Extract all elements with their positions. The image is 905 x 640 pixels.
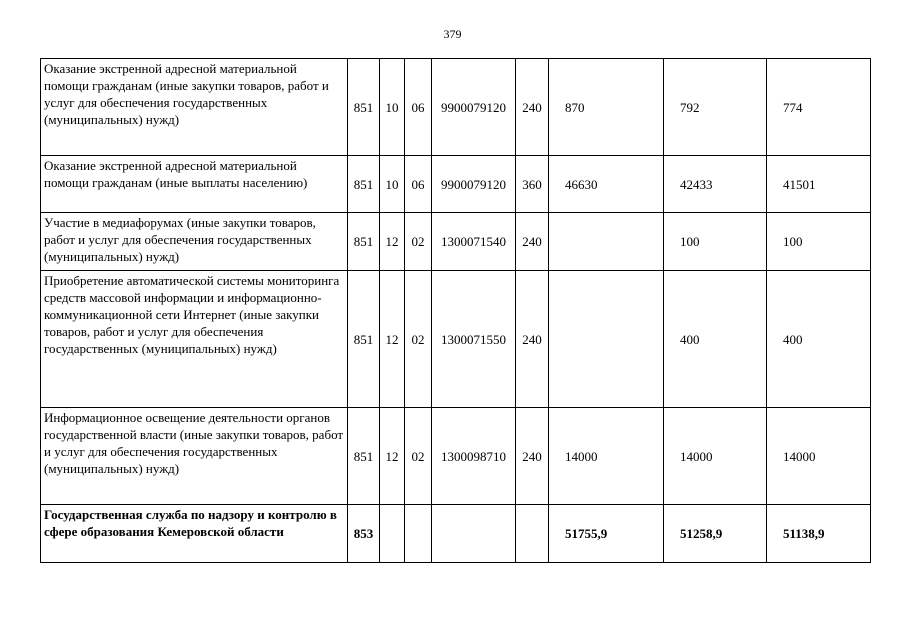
expense-type-code: 360 [516, 156, 549, 213]
grbs-code: 851 [348, 271, 380, 408]
subsection-code: 02 [405, 213, 432, 271]
page-number: 379 [443, 27, 462, 41]
expense-type-code: 240 [516, 213, 549, 271]
table-row [41, 213, 871, 271]
table-row [41, 271, 871, 408]
table-row-total [41, 505, 871, 563]
target-article-code: 1300071540 [432, 213, 516, 271]
sum-year-3: 51138,9 [767, 505, 871, 563]
subsection-code [405, 505, 432, 563]
expense-type-code [516, 505, 549, 563]
sum-year-1: 14000 [549, 408, 664, 505]
sum-year-3: 14000 [767, 408, 871, 505]
sum-year-1 [549, 213, 664, 271]
subsection-code: 02 [405, 271, 432, 408]
expense-type-code: 240 [516, 271, 549, 408]
grbs-code: 853 [348, 505, 380, 563]
target-article-code: 1300071550 [432, 271, 516, 408]
section-code: 12 [380, 271, 405, 408]
target-article-code [432, 505, 516, 563]
row-name: Информационное освещение деятельности органов государственной власти (иные закупки товаров, работ и услуг для обеспечения государственных (муниципальных) нужд) [41, 408, 348, 505]
sum-year-1: 870 [549, 59, 664, 156]
row-name: Оказание экстренной адресной материальной помощи гражданам (иные выплаты населению) [41, 156, 348, 213]
expense-type-code: 240 [516, 59, 549, 156]
sum-year-2: 792 [664, 59, 767, 156]
table-row [41, 156, 871, 213]
sum-year-2: 100 [664, 213, 767, 271]
sum-year-3: 41501 [767, 156, 871, 213]
row-name: Участие в медиафорумах (иные закупки товаров, работ и услуг для обеспечения государственных (муниципальных) нужд) [41, 213, 348, 271]
section-code: 12 [380, 408, 405, 505]
section-code: 10 [380, 156, 405, 213]
grbs-code: 851 [348, 59, 380, 156]
grbs-code: 851 [348, 213, 380, 271]
subsection-code: 06 [405, 156, 432, 213]
sum-year-2: 14000 [664, 408, 767, 505]
budget-table [40, 58, 871, 563]
sum-year-1: 46630 [549, 156, 664, 213]
subsection-code: 06 [405, 59, 432, 156]
row-name: Оказание экстренной адресной материальной помощи гражданам (иные закупки товаров, работ и услуг для обеспечения государственных (муниципальных) нужд) [41, 59, 348, 156]
table-row [41, 59, 871, 156]
subsection-code: 02 [405, 408, 432, 505]
row-name: Государственная служба по надзору и контролю в сфере образования Кемеровской области [41, 505, 348, 563]
sum-year-1: 51755,9 [549, 505, 664, 563]
sum-year-2: 42433 [664, 156, 767, 213]
sum-year-2: 400 [664, 271, 767, 408]
sum-year-3: 100 [767, 213, 871, 271]
sum-year-3: 774 [767, 59, 871, 156]
target-article-code: 9900079120 [432, 156, 516, 213]
row-name: Приобретение автоматической системы мониторинга средств массовой информации и информационно-коммуникационной сети Интернет (иные закупки товаров, работ и услуг для обеспечения государственных (муниципальных) нужд) [41, 271, 348, 408]
sum-year-2: 51258,9 [664, 505, 767, 563]
section-code: 12 [380, 213, 405, 271]
section-code [380, 505, 405, 563]
sum-year-1 [549, 271, 664, 408]
section-code: 10 [380, 59, 405, 156]
table-row [41, 408, 871, 505]
grbs-code: 851 [348, 408, 380, 505]
grbs-code: 851 [348, 156, 380, 213]
sum-year-3: 400 [767, 271, 871, 408]
target-article-code: 9900079120 [432, 59, 516, 156]
expense-type-code: 240 [516, 408, 549, 505]
target-article-code: 1300098710 [432, 408, 516, 505]
